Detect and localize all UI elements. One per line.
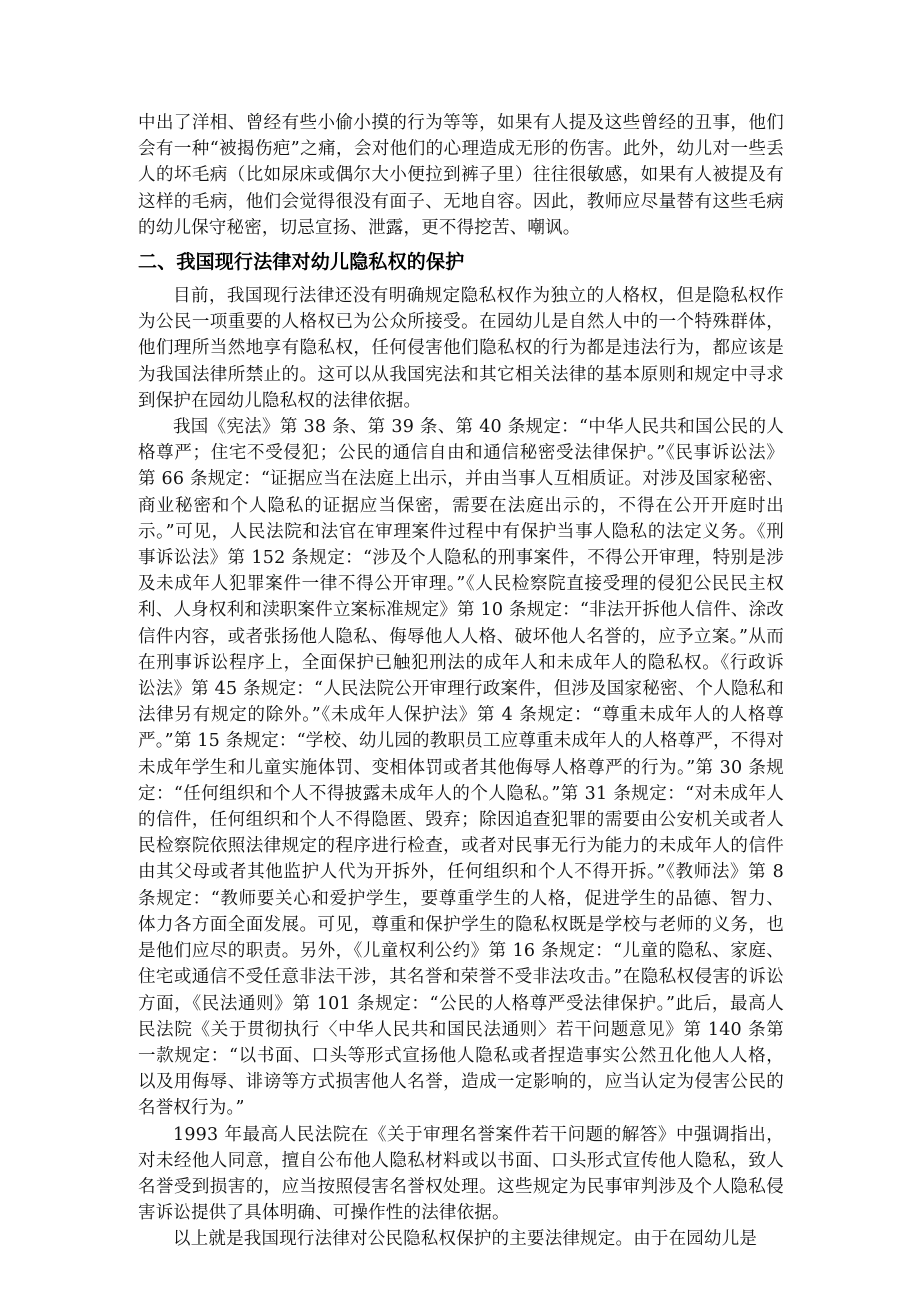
paragraph-summary: 以上就是我国现行法律对公民隐私权保护的主要法律规定。由于在园幼儿是 <box>173 1229 758 1250</box>
paragraph-statutes: 我国《宪法》第 38 条、第 39 条、第 40 条规定：“中华人民共和国公民的人格尊严；住宅不受侵犯；公民的通信自由和通信秘密受法律保护。”《民事诉讼法》第 66 条规定：“证据应当在法庭上出示，并由当事人互相质证。对涉及国家秘密、商业秘密和个人隐私的证据应当保密，需要在法庭出示的，不得在公开开庭时出示。”可见，人民法院和法官在审理案件过程中有保护当事人隐私的法定义务。《刑事诉讼法》第 152 条规定：“涉及个人隐私的刑事案件，不得公开审理，特别是涉及未成年人犯罪案件一律不得公开审理。”《人民检察院直接受理的侵犯公民民主权利、人身权利和渎职案件立案标准规定》第 10 条规定：“非法开拆他人信件、涂改信件内容，或者张扬他人隐私、侮辱他人人格、破坏他人名誉的，应予立案。”从而在刑事诉讼程序上，全面保护已触犯刑法的成年人和未成年人的隐私权。《行政诉讼法》第 45 条规定：“人民法院公开审理行政案件，但涉及国家秘密、个人隐私和法律另有规定的除外。”《未成年人保护法》第 4 条规定：“尊重未成年人的人格尊严。”第 15 条规定：“学校、幼儿园的教职员工应尊重未成年人的人格尊严，不得对未成年学生和儿童实施体罚、变相体罚或者其他侮辱人格尊严的行为。”第 30 条规定：“任何组织和个人不得披露未成年人的个人隐私。”第 31 条规定：“对未成年人的信件，任何组织和个人不得隐匿、毁弃；除因追查犯罪的需要由公安机关或者人民检察院依照法律规定的程序进行检查，或者对民事无行为能力的未成年人的信件由其父母或者其他监护人代为开拆外，任何组织和个人不得开拆。”《教师法》第 8 条规定：“教师要关心和爱护学生，要尊重学生的人格，促进学生的品德、智力、体力各方面全面发展。可见，尊重和保护学生的隐私权既是学校与老师的义务，也是他们应尽的职责。另外，《儿童权利公约》第 16 条规定：“儿童的隐私、家庭、住宅或通信不受任意非法干涉，其名誉和荣誉不受非法攻击。”在隐私权侵害的诉讼方面，《民法通则》第 101 条规定：“公民的人格尊严受法律保护。”此后，最高人民法院《关于贯彻执行〈中华人民共和国民法通则〉若干问题意见》第 140 条第一款规定：“以书面、口头等形式宣扬他人隐私或者捏造事实公然丑化他人人格，以及用侮辱、诽谤等方式损害他人名誉，造成一定影响的，应当认定为侵害公民的名誉权行为。” <box>138 417 784 1119</box>
section-heading: 二、我国现行法律对幼儿隐私权的保护 <box>138 251 465 274</box>
document-page <box>138 110 784 1253</box>
paragraph-1993-court: 1993 年最高人民法院在《关于审理名誉案件若干问题的解答》中强调指出，对未经他人同意，擅自公布他人隐私材料或以书面、口头形式宣传他人隐私，致人名誉受到损害的，应当按照侵害名誉权处理。这些规定为民事审判涉及个人隐私侵害诉讼提供了具体明确、可操作性的法律依据。 <box>138 1124 784 1224</box>
intro-paragraph: 中出了洋相、曾经有些小偷小摸的行为等等，如果有人提及这些曾经的丑事，他们会有一种“被揭伤疤”之痛，会对他们的心理造成无形的伤害。此外，幼儿对一些丢人的坏毛病（比如尿床或偶尔大小便拉到裤子里）往往很敏感，如果有人被提及有这样的毛病，他们会觉得很没有面子、无地自容。因此，教师应尽量替有这些毛病的幼儿保守秘密，切忌宣扬、泄露，更不得挖苦、嘲讽。 <box>138 113 784 238</box>
paragraph-current-law: 目前，我国现行法律还没有明确规定隐私权作为独立的人格权，但是隐私权作为公民一项重要的人格权已为公众所接受。在园幼儿是自然人中的一个特殊群体，他们理所当然地享有隐私权，任何侵害他们隐私权的行为都是违法行为，都应该是为我国法律所禁止的。这可以从我国宪法和其它相关法律的基本原则和规定中寻求到保护在园幼儿隐私权的法律依据。 <box>138 286 784 411</box>
